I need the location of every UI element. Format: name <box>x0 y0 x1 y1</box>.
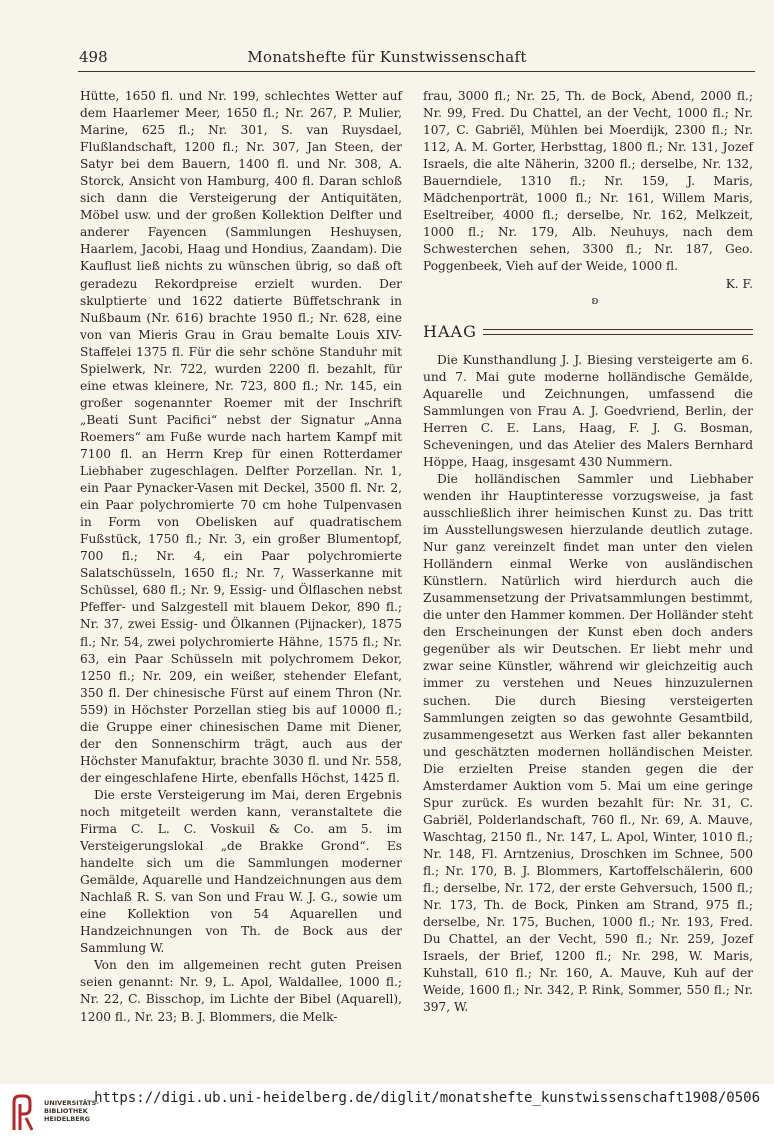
section-title: HAAG <box>423 321 477 341</box>
library-name-line: BIBLIOTHEK <box>44 1107 88 1115</box>
library-name-line: HEIDELBERG <box>44 1115 91 1123</box>
page-number: 498 <box>79 48 108 66</box>
section-heading <box>423 322 753 342</box>
running-head: Monatshefte für Kunstwissenschaft <box>247 48 527 66</box>
library-logo-icon <box>10 1092 36 1132</box>
section-separator: ʚ <box>591 293 599 307</box>
paragraph: frau, 3000 fl.; Nr. 25, Th. de Bock, Abend, 2000 fl.; Nr. 99, Fred. Du Chattel, an der Vecht, 1000 fl.; Nr. 107, C. Gabriël, Mühlen bei Moerdijk, 2300 fl.; Nr. 112, A. M. Gorter, Herbsttag, 1800 fl.; Nr. 131, Jozef Israels, die alte Näherin, 3200 fl.; derselbe, Nr. 132, Bauerndiele, 1310 fl.; Nr. 159, J. Maris, Mädchenporträt, 1000 fl.; Nr. 161, Willem Maris, Eseltreiber, 4000 fl.; derselbe, Nr. 162, Melkzeit, 1000 fl.; Nr. 179, Alb. Neuhuys, nach dem Schwesterchen sehen, 3300 fl.; Nr. 187, Geo. Poggenbeek, Vieh auf der Weide, 1000 fl. <box>423 89 753 274</box>
library-name <box>44 1099 99 1123</box>
right-column <box>423 88 753 1016</box>
paragraph: Von den im allgemeinen recht guten Preisen seien genannt: Nr. 9, L. Apol, Waldallee, 1000 fl.; Nr. 22, C. Bisschop, im Lichte der Bibel (Aquarell), 1200 fl., Nr. 23; B. J. Blommers, die Melk- <box>80 958 402 1024</box>
left-column <box>80 88 402 1026</box>
section-rule <box>483 329 753 335</box>
paragraph: Die holländischen Sammler und Liebhaber wenden ihr Hauptinteresse vorzugsweise, ja fast ausschließlich ihrer heimischen Kunst zu. Das tritt im Ausstellungswesen hierzulande deutlich zutage. Nur ganz vereinzelt findet man unter den vielen Holländern einmal Werke von ausländischen Künstlern. Natürlich wird hierdurch auch die Zusammensetzung der Privatsammlungen bestimmt, die unter den Hammer kommen. Der Holländer steht den Erscheinungen der Kunst eben doch anders gegenüber als wir Deutschen. Er liebt mehr und zwar seine Künstler, während wir gleichzeitig auch immer zu verstehen und Neues hinzuzulernen suchen. Die durch Biesing versteigerten Sammlungen zeigten so das gewohnte Gesamtbild, zusammengesetzt aus Werken fast aller bekannten und geschätzten modernen holländischen Meister. Die erzielten Preise standen gegen die der Amsterdamer Auktion vom 5. Mai um eine geringe Spur zurück. Es wurden bezahlt für: Nr. 31, C. Gabriël, Polderlandschaft, 760 fl., Nr. 69, A. Mauve, Waschtag, 2150 fl., Nr. 147, L. Apol, Winter, 1010 fl.; Nr. 148, Fl. Arntzenius, Droschken im Schnee, 500 fl.; Nr. 170, B. J. Blommers, Kartoffelschälerin, 600 fl.; derselbe, Nr. 172, der erste Gehversuch, 1500 fl.; Nr. 173, Th. de Bock, Pinken am Strand, 975 fl.; derselbe, Nr. 175, Buchen, 1000 fl.; Nr. 193, Fred. Du Chattel, an der Vecht, 590 fl.; Nr. 259, Jozef Israels, der Brief, 1200 fl.; Nr. 298, W. Maris, Kuhstall, 610 fl.; Nr. 160, A. Mauve, Kuh auf der Weide, 1600 fl.; Nr. 342, P. Rink, Sommer, 550 fl.; Nr. 397, W. <box>423 471 753 1015</box>
paragraph: Hütte, 1650 fl. und Nr. 199, schlechtes Wetter auf dem Haarlemer Meer, 1650 fl.; Nr. 267, P. Mulier, Marine, 625 fl.; Nr. 301, S. van Ruysdael, Flußlandschaft, 1200 fl.; Nr. 307, Jan Steen, der Satyr bei dem Bauern, 1400 fl. und Nr. 308, A. Storck, Ansicht von Hamburg, 400 fl. Daran schloß sich dann die Versteigerung der Antiquitäten, Möbel usw. und der großen Kollektion Delfter und anderer Fayencen (Sammlungen Heshuysen, Haarlem, Jacobi, Haag und Hondius, Zaandam). Die Kauflust ließ nichts zu wünschen übrig, so daß oft geradezu Rekordpreise erzielt wurden. Der skulptierte und 1622 datierte Büffetschrank in Nußbaum (Nr. 616) brachte 1950 fl.; Nr. 628, eine von van Mieris Grau in Grau bemalte Louis XIV-Staffelei 1375 fl. Für die sehr schöne Standuhr mit Spielwerk, Nr. 722, wurden 2200 fl. bezahlt, für eine etwas kleinere, Nr. 723, 800 fl.; Nr. 145, ein großer sogenannter Roemer mit der Inschrift „Beati Sunt Pacifici“ nebst der Signatur „Anna Roemers“ am Fuße wurde nach hartem Kampf mit 7100 fl. an Herrn Krep für einen Rotterdamer Liebhaber zugeschlagen. Delfter Porzellan. Nr. 1, ein Paar Pynacker-Vasen mit Deckel, 3500 fl. Nr. 2, ein Paar polychromierte 70 cm hohe Tulpenvasen in Form von Obelisken auf quadratischem Fußstück, 1750 fl.; Nr. 3, ein großer Blumentopf, 700 fl.; Nr. 4, ein Paar polychromierte Salatschüsseln, 1650 fl.; Nr. 7, Wasserkanne mit Schüssel, 680 fl.; Nr. 9, Essig- und Ölflaschen nebst Pfeffer- und Salzgestell mit blauem Dekor, 890 fl.; Nr. 37, zwei Essig- und Ölkannen (Pijnacker), 1875 fl.; Nr. 54, zwei polychromierte Hähne, 1575 fl.; Nr. 63, ein Paar Schüsseln mit polychromem Dekor, 1250 fl.; Nr. 209, ein weißer, stehender Elefant, 350 fl. Der chinesische Fürst auf einem Thron (Nr. 559) in Höchster Porzellan stieg bis auf 10000 fl.; die Gruppe einer chinesischen Dame mit Diener, der den Sonnenschirm trägt, auch aus der Höchster Manufaktur, brachte 3030 fl. und Nr. 558, der eingeschlafene Hirte, ebenfalls Höchst, 1425 fl. <box>80 89 402 785</box>
source-url[interactable]: https://digi.ub.uni-heidelberg.de/diglit/monatshefte_kunstwissenschaft1908/0506 <box>94 1090 760 1106</box>
library-name-line: UNIVERSITÄTS- <box>44 1099 99 1107</box>
footer-bar <box>0 1084 774 1141</box>
header-rule <box>78 71 755 72</box>
paragraph: Die erste Versteigerung im Mai, deren Ergebnis noch mitgeteilt werden kann, veranstaltete die Firma C. L. C. Voskuil & Co. am 5. im Versteigerungslokal „de Brakke Grond“. Es handelte sich um die Sammlungen moderner Gemälde, Aquarelle und Handzeichnungen aus dem Nachlaß R. S. van Son und Frau W. J. G., sowie um eine Kollektion von 54 Aquarellen und Handzeichnungen von Th. de Bock aus der Sammlung W. <box>80 787 402 956</box>
paragraph: Die Kunsthandlung J. J. Biesing versteigerte am 6. und 7. Mai gute moderne holländische Gemälde, Aquarelle und Zeichnungen, umfassend die Sammlungen von Frau A. J. Goedvriend, Berlin, der Herren C. E. Lans, Haag, F. J. G. Bosman, Scheveningen, und das Atelier des Malers Bernhard Höppe, Haag, insgesamt 430 Nummern. <box>423 352 753 469</box>
author-signature: K. F. <box>725 276 753 291</box>
